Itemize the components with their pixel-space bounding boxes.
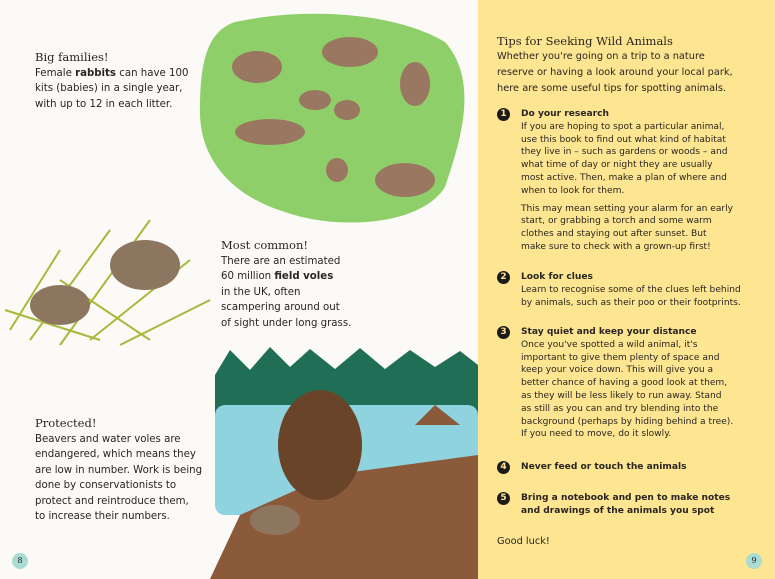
number-badge-icon: 4 <box>497 461 510 474</box>
tip-item <box>497 326 733 446</box>
text-segment: with up to 12 in each litter. <box>35 98 173 110</box>
most-common-section <box>221 238 351 331</box>
tip-body <box>521 271 741 309</box>
bold-term: rabbits <box>75 67 116 79</box>
tips-intro <box>497 33 733 97</box>
text-line: as still as you can and try blending into the <box>521 403 719 414</box>
tip-item <box>497 461 687 474</box>
number-badge-icon: 5 <box>497 492 510 505</box>
intro-line: Whether you're going on a trip to a nature <box>497 51 705 62</box>
intro-line: reserve or having a look around your local park, <box>497 67 733 78</box>
text-line: Once you've spotted a wild animal, it's <box>521 339 698 350</box>
text-segment: in the UK, often <box>221 286 301 298</box>
text-line: they live in – such as gardens or woods – and <box>521 147 728 158</box>
tip-body <box>521 461 687 474</box>
big-families-section <box>35 50 188 112</box>
section-body <box>221 254 351 332</box>
text-segment: protect and reintroduce them, <box>35 495 189 507</box>
tip-body <box>521 108 733 254</box>
vole-illustration <box>0 210 215 355</box>
text-line: make sure to check with a grown-up first! <box>521 241 711 252</box>
text-line <box>35 447 202 463</box>
section-title: Protected! <box>35 416 97 430</box>
section-body <box>35 66 188 113</box>
text-line: when to look for them. <box>521 185 625 196</box>
text-line <box>221 316 351 332</box>
tip-body <box>521 326 733 441</box>
text-line: use this book to find out what kind of habitat <box>521 134 726 145</box>
text-line: most active. Then, make a plan of where and <box>521 172 727 183</box>
section-body <box>35 432 202 525</box>
tip-heading: Stay quiet and keep your distance <box>521 327 697 337</box>
text-line <box>35 463 202 479</box>
tip-heading: Bring a notebook and pen to make notes <box>521 493 731 503</box>
text-line: what time of day or night they are usually <box>521 160 713 171</box>
text-segment: of sight under long grass. <box>221 317 352 329</box>
tip-paragraph <box>521 284 741 310</box>
beaver-illustration <box>210 345 478 579</box>
text-line <box>221 300 351 316</box>
text-segment: endangered, which means they <box>35 449 196 460</box>
text-line: Learn to recognise some of the clues left behind <box>521 284 741 295</box>
text-line: background (perhaps by hiding behind a tree). <box>521 416 734 427</box>
text-segment: scampering around out <box>221 302 340 313</box>
text-segment: kits (babies) in a single year, <box>35 83 183 94</box>
protected-section <box>35 416 202 525</box>
tip-heading: Never feed or touch the animals <box>521 462 687 472</box>
bold-term: field voles <box>274 271 334 282</box>
closing-text: Good luck! <box>497 536 550 547</box>
section-title: Big families! <box>35 50 109 64</box>
section-title: Most common! <box>221 238 309 252</box>
number-badge-icon: 2 <box>497 271 510 284</box>
tip-paragraph <box>521 203 733 254</box>
text-line <box>221 285 351 301</box>
tip-body <box>521 492 730 518</box>
text-segment: are low in number. Work is being <box>35 464 203 476</box>
text-line <box>35 66 188 82</box>
tip-item <box>497 108 733 259</box>
text-line <box>221 269 351 285</box>
tip-item <box>497 271 741 314</box>
tip-paragraph <box>521 121 733 198</box>
text-line: This may mean setting your alarm for an early <box>521 203 734 214</box>
tip-heading: Do your research <box>521 109 609 119</box>
text-line <box>35 81 188 97</box>
text-line <box>35 432 202 448</box>
text-line <box>35 97 188 113</box>
tip-item <box>497 492 730 518</box>
text-line: better chance of having a good look at them, <box>521 378 728 389</box>
text-line <box>35 478 202 494</box>
text-line: important to give them plenty of space and <box>521 352 720 363</box>
text-line: clothes and staying out after sunset. But <box>521 229 707 240</box>
tip-paragraph <box>521 339 733 441</box>
page-number-left: 8 <box>12 553 28 569</box>
text-line: If you are hoping to spot a particular animal, <box>521 121 725 132</box>
text-segment: to increase their numbers. <box>35 511 170 522</box>
intro-line: here are some useful tips for spotting animals. <box>497 83 727 94</box>
text-segment: Beavers and water voles are <box>35 433 181 445</box>
number-badge-icon: 3 <box>497 326 510 339</box>
text-line <box>35 509 202 525</box>
number-badge-icon: 1 <box>497 108 510 121</box>
tip-heading: Look for clues <box>521 272 593 282</box>
text-line: by animals, such as their poo or their footprints. <box>521 297 741 308</box>
text-line <box>35 494 202 510</box>
text-segment: There are an estimated <box>221 255 341 267</box>
text-line <box>221 254 351 270</box>
rabbits-illustration <box>195 12 470 227</box>
text-line: If you need to move, do it slowly. <box>521 429 672 440</box>
text-line: keep your voice down. This will give you a <box>521 365 714 376</box>
text-segment: Female <box>35 67 76 79</box>
text-segment: can have 100 <box>116 67 189 79</box>
page-title: Tips for Seeking Wild Animals <box>497 34 673 48</box>
text-segment: 60 million <box>221 271 275 282</box>
page-number-right: 9 <box>746 553 762 569</box>
text-line: start, or grabbing a torch and some warm <box>521 216 712 227</box>
tip-heading: and drawings of the animals you spot <box>521 505 715 516</box>
text-line: as they will be less likely to run away. Stand <box>521 390 722 401</box>
text-segment: done by conservationists to <box>35 480 177 491</box>
